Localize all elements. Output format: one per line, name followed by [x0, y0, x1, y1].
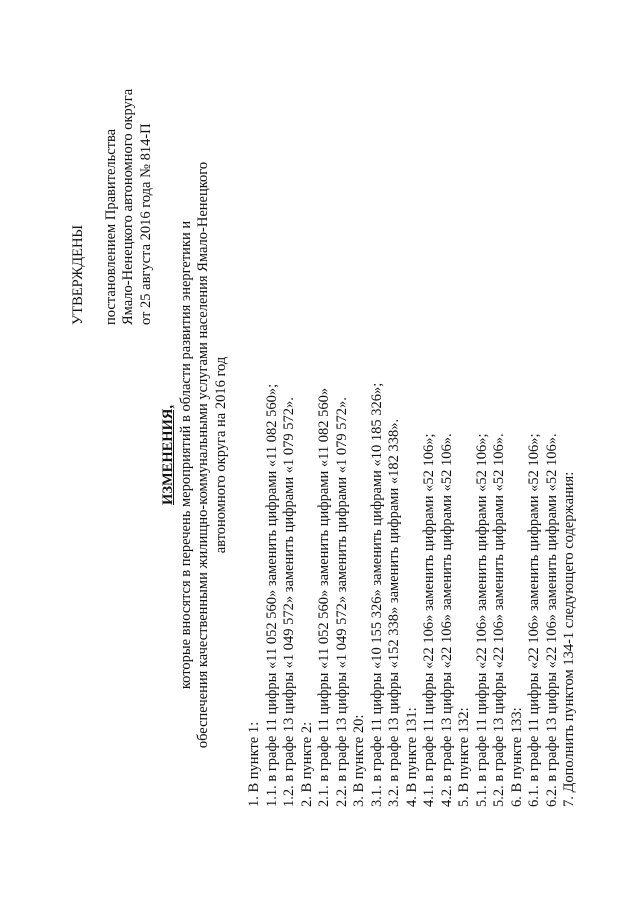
amendment-item: 4.2. в графе 13 цифры «22 106» заменить цифрами «52 106».	[438, 433, 455, 807]
amendment-item: 3.2. в графе 13 цифры «152 338» заменить цифрами «182 338».	[386, 418, 402, 807]
amendment-item: 1. В пункте 1:	[246, 721, 262, 807]
approval-line: постановлением Правительства	[102, 128, 119, 325]
amendment-item: 2.1. в графе 11 цифры «11 052 560» заменить цифрами «11 082 560»	[316, 387, 332, 807]
amendment-item: 2. В пункте 2:	[298, 721, 315, 807]
document-subtitle-line: которые вносятся в перечень мероприятий в области развития энергетики и	[177, 220, 194, 690]
amendment-item: 4.1. в графе 11 цифры «22 106» заменить цифрами «52 106»;	[421, 433, 437, 807]
document-subtitle-line: автономного округа на 2016 год	[212, 356, 229, 554]
amendment-item: 2.2. в графе 13 цифры «1 049 572» заменить цифрами «1 079 572».	[333, 397, 350, 807]
approval-stamp	[70, 65, 155, 325]
amendment-item: 5.2. в графе 13 цифры «22 106» заменить цифрами «52 106».	[491, 433, 507, 807]
amendment-item: 5.1. в графе 11 цифры «22 106» заменить цифрами «52 106»;	[473, 433, 490, 807]
amendment-item: 3. В пункте 20:	[351, 714, 367, 807]
amendment-item: 3.1. в графе 11 цифры «10 155 326» заменить цифрами «10 185 326»;	[368, 382, 385, 807]
approval-heading: УТВЕРЖДЕНЫ	[70, 224, 86, 325]
amendment-item: 7. Дополнить пунктом 134-1 следующего содержания:	[561, 471, 577, 807]
amendments-list	[246, 87, 579, 807]
amendment-item: 6.1. в графе 11 цифры «22 106» заменить цифрами «52 106»;	[526, 433, 542, 807]
approval-line: от 25 августа 2016 года № 814-П	[137, 123, 154, 325]
amendment-item: 6.2. в графе 13 цифры «22 106» заменить цифрами «52 106».	[543, 433, 560, 807]
amendment-item: 5. В пункте 132:	[456, 707, 472, 807]
document-subtitle-line: обеспечения качественными жилищно-коммунальными услугами населения Ямало-Ненецкого	[195, 161, 211, 749]
approval-line: Ямало-Ненецкого автономного округа	[120, 88, 136, 325]
amendment-item: 4. В пункте 131:	[403, 707, 420, 807]
document-title: ИЗМЕНЕНИЯ,	[160, 405, 176, 505]
document-title-block	[160, 105, 230, 805]
amendment-item: 1.2. в графе 13 цифры «1 049 572» заменить цифрами «1 079 572».	[281, 397, 297, 807]
amendment-item: 6. В пункте 133:	[508, 707, 525, 807]
amendment-item: 1.1. в графе 11 цифры «11 052 560» заменить цифрами «11 082 560»;	[263, 383, 280, 807]
